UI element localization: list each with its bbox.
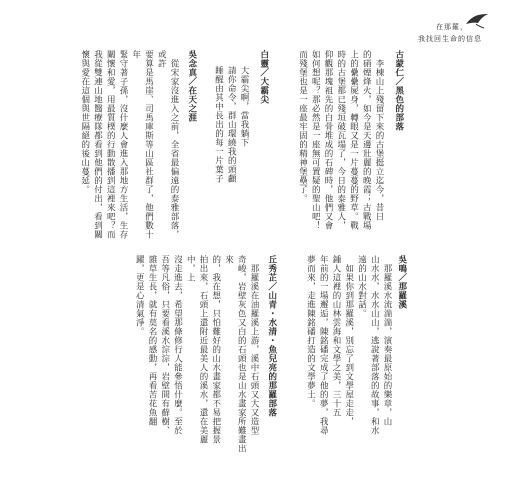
- section-body: 那羅溪水流湍湍，演奏最原始的樂章，山 山水水，水水山山，逃說著部落的故事，和水 遠的山水對話。 如果你到那羅溪，別忘了到文學屋走走， 鍾人這裡的山林雲海和文學之美，三十五 年前的一場邂逅，陳銘磻完成了他的夢，我尋 夢而來，走進陳銘磻打造的文學夢土。: [305, 255, 392, 435]
- section-title: 吳念真／在天之涯: [186, 50, 197, 122]
- section-body: 李棟山上殘留下來的古堡挺立迄今，昔日 的硝煙烽火，如今是天邊壯麗的晚霞；古戰場 上的纍纍屍身，轉眼又是一片蔓蔓的野草。戰 時的古堡都已殘垣破瓦塌了，今日的泰雅人， 仰觀那塊祖先的白骨堆成的石碑時，他們又會 如何想呢？那必然是一座無可置疑的聖山吧！ 而殘堡也是一座最牢固的精神堡壘了。: [297, 50, 384, 230]
- header-subtitle: 我找回生命的信息: [418, 35, 482, 43]
- section-title: 丘秀芷／山青・水清・魚兒亮的那羅部落: [266, 255, 277, 417]
- header-title: 在那羅，: [436, 23, 468, 31]
- section-body: 那羅溪在油羅溪上游，溪中石頭又大又造型 奇峻，岩壁灰色又白的石頭也是山水畫家所難畫出來 的，我在想，只怕難好的山水畫家都不易把握景 拍出來，石頭上還附近最美人的溪水，還在美麗中，上 沒走進去，希望那條修行人能參悟什麼。至於 吾等凡俗，只要看溪水淙淙，岩壁間有蘚樹、 雜草生長，就有莫名的感動，再看苦花魚翻 躍，更是心清氣淨。: [134, 255, 259, 453]
- section-body: 大霸尖啊，當我躺下 請你命令，群山環繞我的頭顱 睡醒由其中長出的每一片葉子: [213, 66, 249, 183]
- page-header: [382, 8, 492, 48]
- section-body: 從宋家沒進入之前，全省最偏遠的泰雅部落，或許 要算是馬崖、司馬庫斯等山區社群了，他們數十年 緊守著子孫，沒什麼人會進入那地方生活，生存 關懷和愛，用最質樸的行動散播到這裡來吧？而 我從雙連山地醫療隊都看到他們的付出，看到關 懷與愛在這個與世隔絕的後山蔓延。: [79, 50, 179, 239]
- section-title: 白靈／大霸尖: [258, 50, 269, 104]
- section-title: 古蒙仁／黑色的部落: [393, 50, 404, 131]
- section-title: 吳鳴／那羅溪: [396, 255, 407, 309]
